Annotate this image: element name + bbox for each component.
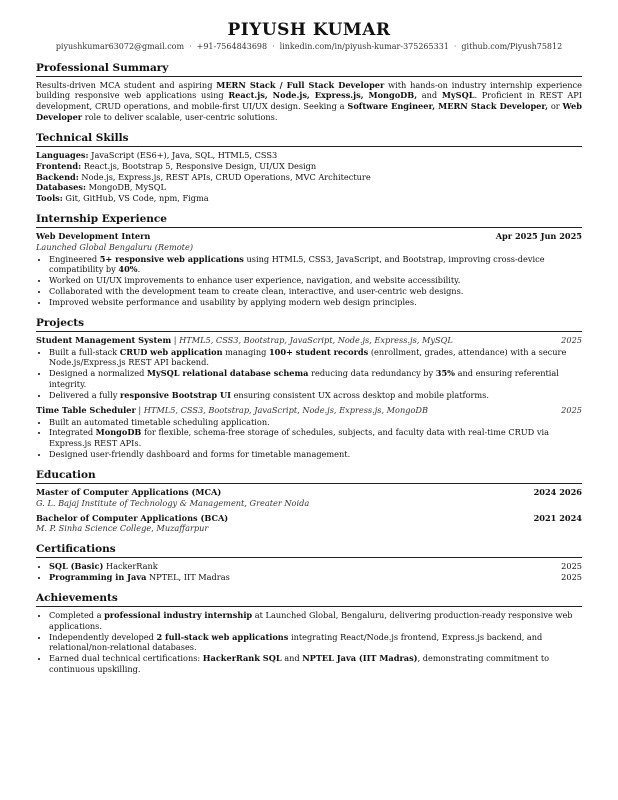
- achievement-list: [36, 610, 582, 675]
- internship-bullets: [36, 254, 582, 308]
- section-title: Certifications: [36, 543, 582, 558]
- email-link[interactable]: piyushkumar63072@gmail.com: [55, 42, 185, 51]
- project-bullets: [36, 347, 582, 401]
- certification-item: • Programming in Java NPTEL, IIT Madras 2025: [49, 572, 582, 583]
- list-item: • Designed user-friendly dashboard and forms for timetable management.: [49, 449, 582, 460]
- linkedin-link[interactable]: linkedin.com/in/piyush-kumar-375265331: [279, 42, 449, 51]
- job-dates: Apr 2025 Jun 2025: [495, 231, 582, 241]
- project-header: [36, 405, 582, 416]
- list-item: • Completed a professional industry internship at Launched Global, Bengaluru, delivering production-ready responsive web applications.: [49, 610, 582, 632]
- degree-dates: 2024 2026: [533, 486, 582, 497]
- projects-section: [36, 317, 582, 460]
- degree-dates: 2021 2024: [533, 512, 582, 523]
- list-item: • Independently developed 2 full-stack web applications integrating React/Node.js frontend, Express.js backend, and relational/non-relational databases.: [49, 632, 582, 654]
- list-item: • Built a full-stack CRUD web application managing 100+ student records (enrollment, grades, attendance) with a secure Node.js/Express.js REST API backend.: [49, 347, 582, 369]
- skill-row: Backend: Node.js, Express.js, REST APIs, CRUD Operations, MVC Architecture: [36, 171, 371, 182]
- list-item: • Designed a normalized MySQL relational database schema reducing data redundancy by 35% and ensuring referential integrity.: [49, 368, 582, 390]
- project-title: Time Table Scheduler | HTML5, CSS3, Bootstrap, JavaScript, Node.js, Express.js, MongoDB: [36, 404, 429, 415]
- certifications-section: [36, 543, 582, 583]
- separator: ·: [272, 42, 275, 51]
- contact-line: [36, 42, 582, 53]
- phone-number: +91-7564843698: [196, 42, 268, 51]
- project-header: [36, 335, 582, 346]
- list-item: • Delivered a fully responsive Bootstrap UI ensuring consistent UX across desktop and mobile platforms.: [49, 390, 582, 401]
- degree-name: Master of Computer Applications (MCA): [36, 486, 222, 497]
- section-title: Achievements: [36, 592, 582, 607]
- degree-name: Bachelor of Computer Applications (BCA): [36, 512, 229, 523]
- job-role: Web Development Intern: [36, 231, 151, 241]
- job-header: [36, 231, 582, 242]
- certification-year: 2025: [561, 561, 582, 572]
- certification-item: • SQL (Basic) HackerRank 2025: [49, 561, 582, 572]
- project-student-management: [36, 335, 582, 401]
- degree-row: [36, 513, 582, 524]
- achievements-section: [36, 592, 582, 675]
- section-title: Education: [36, 469, 582, 484]
- education-entry-bca: [36, 513, 582, 535]
- education-entry-mca: [36, 487, 582, 509]
- list-item: • Integrated MongoDB for flexible, schema-free storage of schedules, subjects, and faculty data with real-time CRUD via Express.js REST APIs.: [49, 427, 582, 449]
- professional-summary-section: [36, 62, 582, 123]
- skill-row: Tools: Git, GitHub, VS Code, npm, Figma: [36, 193, 209, 204]
- project-year: 2025: [561, 334, 582, 345]
- separator: ·: [189, 42, 192, 51]
- project-bullets: [36, 417, 582, 460]
- internship-section: [36, 213, 582, 308]
- technical-skills-section: [36, 132, 582, 204]
- section-title: Internship Experience: [36, 213, 582, 228]
- candidate-name: PIYUSH KUMAR: [227, 20, 391, 40]
- skill-row: Languages: JavaScript (ES6+), Java, SQL, HTML5, CSS3: [36, 149, 278, 160]
- project-tech-stack: | HTML5, CSS3, Bootstrap, JavaScript, Node.js, Express.js, MySQL: [171, 334, 453, 345]
- list-item: • Engineered 5+ responsive web applications using HTML5, CSS3, JavaScript, and Bootstrap, improving cross-device compatibility by 40%.: [49, 254, 582, 276]
- separator: ·: [453, 42, 457, 51]
- section-title: Technical Skills: [36, 132, 582, 147]
- skill-row: Frontend: React.js, Bootstrap 5, Responsive Design, UI/UX Design: [36, 160, 317, 171]
- list-item: • Improved website performance and usability by applying modern web design principles.: [49, 297, 582, 308]
- education-section: [36, 469, 582, 534]
- list-item: • Built an automated timetable scheduling application.: [49, 417, 582, 428]
- summary-text: Results-driven MCA student and aspiring MERN Stack / Full Stack Developer with hands-on industry internship experience building responsive web applications using React.js, Node.js, Express.js, MongoDB, and MySQL. Proficient in REST API development, CRUD operations, and mobile-first UI/UX design. Seeking a Software Engineer, MERN Stack Developer, or Web Developer role to deliver scalable, user-centric solutions.: [36, 79, 583, 123]
- section-title: Projects: [36, 317, 582, 332]
- github-link[interactable]: github.com/Piyush75812: [461, 42, 563, 51]
- skill-row: Databases: MongoDB, MySQL: [36, 182, 166, 193]
- certification-list: [36, 561, 582, 583]
- project-title: Student Management System | HTML5, CSS3, Bootstrap, JavaScript, Node.js, Express.js, MySQL: [36, 334, 453, 345]
- institution-name: G. L. Bajaj Institute of Technology & Management, Greater Noida: [36, 497, 310, 508]
- resume-page: [36, 20, 582, 675]
- list-item: • Earned dual technical certifications: HackerRank SQL and NPTEL Java (IIT Madras), demonstrating commitment to continuous upskilling.: [49, 653, 582, 675]
- list-item: • Collaborated with the development team to create clean, interactive, and user-centric web designs.: [49, 286, 582, 297]
- project-tech-stack: | HTML5, CSS3, Bootstrap, JavaScript, Node.js, Express.js, MongoDB: [135, 404, 429, 415]
- degree-row: [36, 487, 582, 498]
- project-year: 2025: [561, 404, 582, 415]
- project-timetable-scheduler: [36, 405, 582, 460]
- section-title: Professional Summary: [36, 62, 582, 77]
- list-item: • Worked on UI/UX improvements to enhance user experience, navigation, and website accessibility.: [49, 275, 582, 286]
- company-location: Launched Global Bengaluru (Remote): [36, 241, 194, 252]
- certification-year: 2025: [561, 572, 582, 583]
- institution-name: M. P. Sinha Science College, Muzaffarpur: [36, 523, 209, 534]
